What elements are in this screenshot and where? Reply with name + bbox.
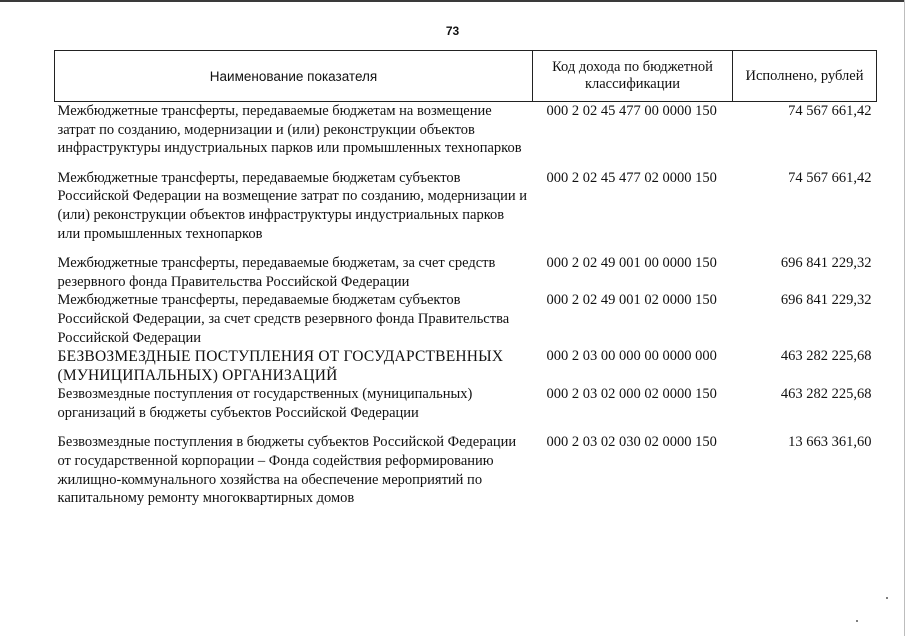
row-executed-amount: 696 841 229,32 (780, 255, 872, 272)
row-executed-amount: 463 282 225,68 (780, 386, 872, 403)
table-row (55, 254, 877, 291)
row-indicator-name: Межбюджетные трансферты, передаваемые бюджетам, за счет средств резервного фонда Правительства Российской Федерации (57, 255, 496, 290)
row-executed-amount: 74 567 661,42 (788, 169, 872, 186)
table-row (55, 102, 877, 169)
row-indicator-name: Межбюджетные трансферты, передаваемые бюджетам субъектов Российской Федерации, за счет средств резервного фонда Правительства Российской Федерации (57, 292, 510, 346)
row-executed-amount: 463 282 225,68 (780, 348, 872, 365)
table-row (55, 347, 877, 385)
table-row (55, 385, 877, 433)
row-income-code: 000 2 02 49 001 00 0000 150 (546, 255, 717, 272)
row-indicator-name: Межбюджетные трансферты, передаваемые бюджетам субъектов Российской Федерации на возмещение затрат по созданию, модернизации и (или) реконструкции объектов инфраструктуры индустриальных парков или промышленных технопарков (57, 169, 528, 242)
table-row (55, 169, 877, 254)
row-income-code: 000 2 02 45 477 02 0000 150 (546, 169, 717, 186)
row-income-code: 000 2 03 00 000 00 0000 000 (546, 348, 717, 365)
budget-revenue-table (54, 50, 877, 508)
table-header-row (55, 51, 877, 102)
row-executed-amount: 696 841 229,32 (780, 292, 872, 309)
table-row (55, 291, 877, 347)
row-indicator-name: Безвозмездные поступления в бюджеты субъектов Российской Федерации от государственной корпорации – Фонда содействия реформированию жилищно-коммунального хозяйства на обеспечение мероприятий по капитальному ремонту многоквартирных домов (57, 434, 517, 507)
row-executed-amount: 13 663 361,60 (788, 434, 872, 451)
scan-top-edge (0, 0, 905, 2)
header-executed-amount: Исполнено, рублей (733, 51, 877, 102)
table-row (55, 433, 877, 507)
row-income-code: 000 2 03 02 030 02 0000 150 (546, 434, 717, 451)
row-income-code: 000 2 02 45 477 00 0000 150 (546, 103, 717, 119)
row-income-code: 000 2 02 49 001 02 0000 150 (546, 292, 717, 309)
row-indicator-name: БЕЗВОЗМЕЗДНЫЕ ПОСТУПЛЕНИЯ ОТ ГОСУДАРСТВЕННЫХ (МУНИЦИПАЛЬНЫХ) ОРГАНИЗАЦИЙ (57, 348, 504, 385)
header-indicator-name: Наименование показателя (55, 51, 533, 102)
row-executed-amount: 74 567 661,42 (788, 103, 872, 119)
row-income-code: 000 2 03 02 000 02 0000 150 (546, 386, 717, 403)
scan-speck (856, 620, 858, 622)
row-indicator-name: Безвозмездные поступления от государственных (муниципальных) организаций в бюджеты субъектов Российской Федерации (57, 386, 473, 421)
row-indicator-name: Межбюджетные трансферты, передаваемые бюджетам на возмещение затрат по созданию, модернизации и (или) реконструкции объектов инфраструктуры индустриальных парков или промышленных технопарков (57, 103, 522, 157)
scan-speck (886, 597, 888, 599)
page-number: 73 (445, 24, 460, 38)
header-income-code: Код дохода по бюджетной классификации (533, 51, 733, 102)
